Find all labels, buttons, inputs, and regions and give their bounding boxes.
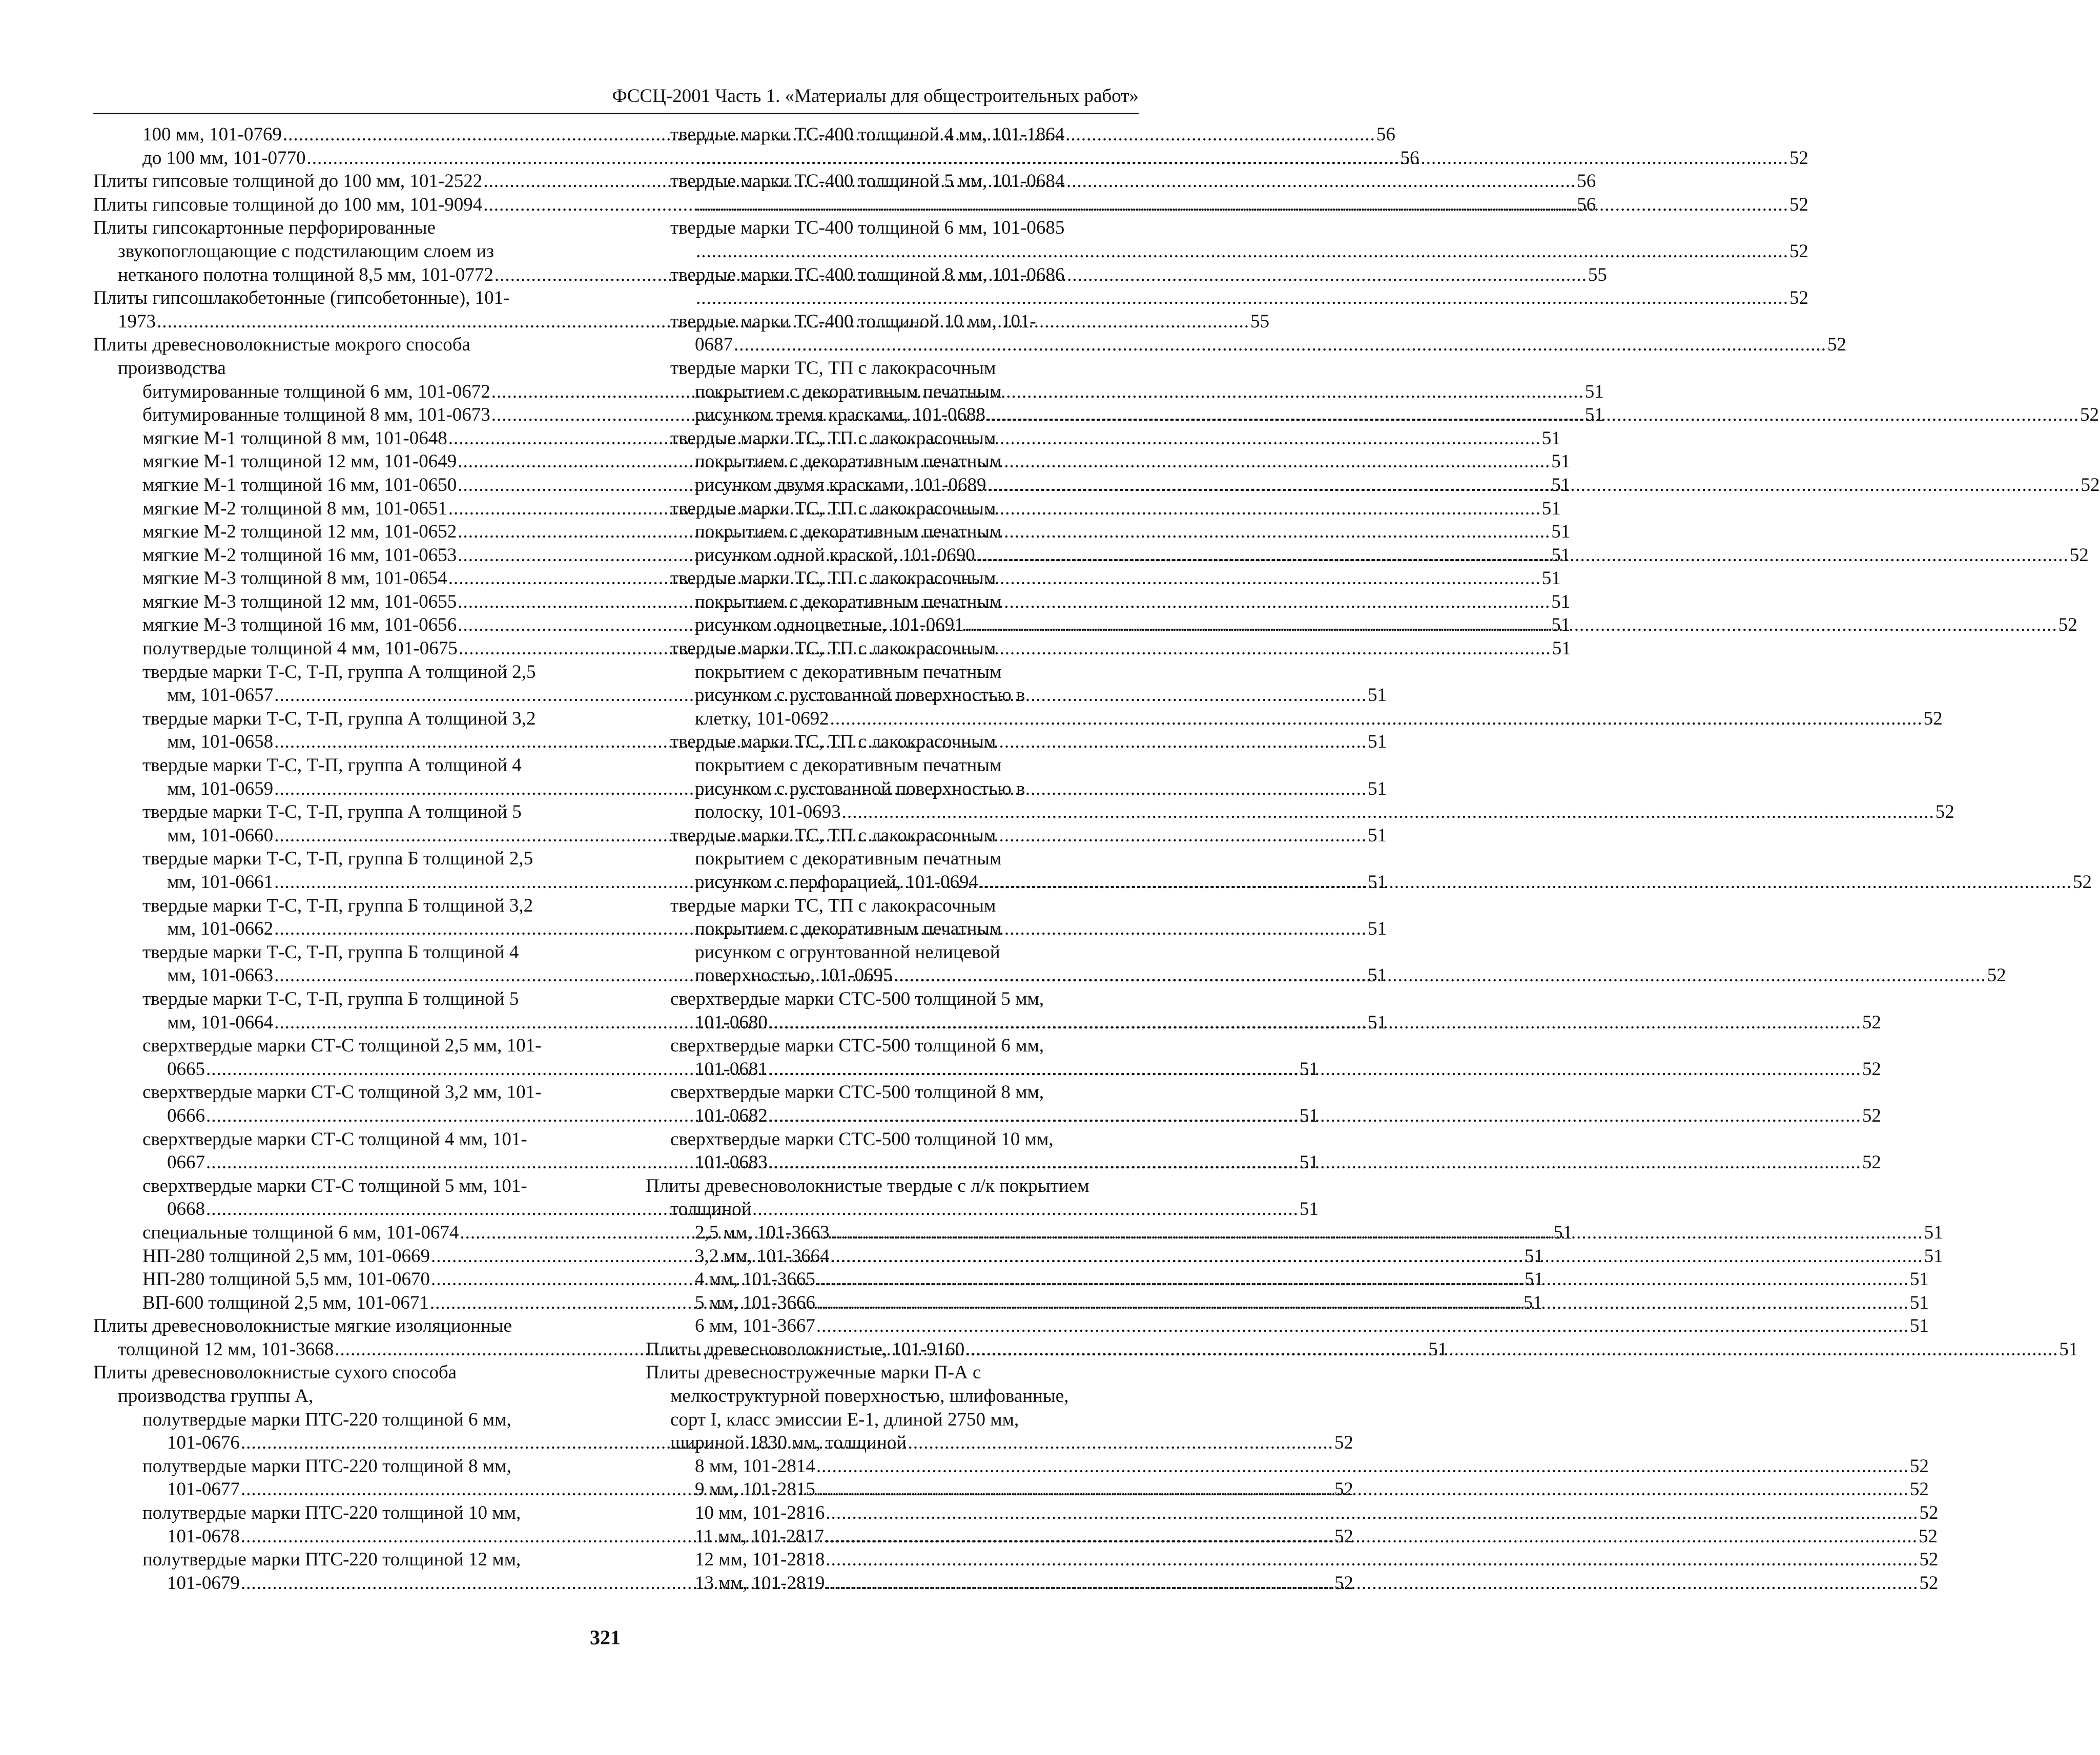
- entry-page-ref: 51: [1541, 568, 1561, 589]
- dot-leader: [816, 1455, 1909, 1478]
- index-entry: [93, 357, 578, 380]
- entry-text: 101-0679: [167, 1572, 240, 1594]
- entry-text: 5 мм, 101-3666: [695, 1292, 815, 1313]
- entry-text: 0687: [695, 334, 733, 356]
- entry-text: твердые марки ТС, ТП с лакокрасочным: [670, 638, 996, 659]
- index-entry: [646, 497, 1133, 521]
- running-header: [93, 82, 1139, 114]
- entry-text: НП-280 толщиной 5,5 мм, 101-0670: [142, 1269, 430, 1290]
- index-entry: [646, 1174, 1133, 1198]
- index-entry: [93, 1128, 578, 1151]
- entry-text: рисунком с рустованной поверхностью в: [695, 778, 1025, 799]
- entry-text: покрытием с декоративным печатным: [695, 918, 1002, 940]
- entry-text: мягкие М-1 толщиной 8 мм, 101-0648: [142, 427, 447, 449]
- entry-text: мягкие М-2 толщиной 12 мм, 101-0652: [142, 521, 457, 543]
- entry-page-ref: 51: [1300, 1058, 1319, 1080]
- entry-text: твердые марки Т-С, Т-П, группа А толщиной 3,2: [142, 708, 536, 729]
- entry-text: сверхтвердые марки СТС-500 толщиной 8 мм,: [670, 1082, 1044, 1103]
- index-entry: [93, 1408, 578, 1432]
- index-entry: [646, 754, 1133, 777]
- index-entry: [646, 310, 1133, 334]
- entry-text: нетканого полотна толщиной 8,5 мм, 101-0772: [118, 264, 493, 285]
- entry-page-ref: 51: [1300, 1152, 1319, 1173]
- entry-page-ref: 52: [2073, 872, 2092, 893]
- entry-text: покрытием с декоративным печатным: [695, 661, 1002, 683]
- entry-page-ref: 51: [1909, 1292, 1929, 1313]
- entry-page-ref: 51: [1551, 614, 1571, 636]
- index-entry: [646, 1525, 1938, 1548]
- entry-text: твердые марки ТС, ТП с лакокрасочным: [670, 895, 996, 916]
- entry-text: твердые марки ТС, ТП с лакокрасочным: [670, 498, 996, 519]
- entry-text: специальные толщиной 6 мм, 101-0674: [142, 1222, 459, 1243]
- entry-page-ref: 51: [1551, 521, 1571, 543]
- dot-leader: [830, 707, 1923, 731]
- entry-page-ref: 51: [1300, 1105, 1319, 1126]
- entry-text: твердые марки ТС, ТП с лакокрасочным: [670, 357, 996, 379]
- entry-page-ref: 52: [2080, 404, 2099, 426]
- entry-text: сорт I, класс эмиссии Е-1, длиной 2750 мм,: [670, 1409, 1019, 1430]
- entry-text: 2,5 мм, 101-3663: [695, 1222, 830, 1243]
- entry-text: твердые марки Т-С, Т-П, группа Б толщиной 5: [142, 988, 519, 1009]
- index-entry: [646, 637, 1133, 660]
- entry-text: твердые марки Т-С, Т-П, группа А толщиной 2,5: [142, 661, 536, 683]
- entry-page-ref: 52: [1862, 1011, 1881, 1033]
- entry-text: толщиной 12 мм, 101-3668: [118, 1338, 334, 1360]
- entry-text: рисунком одной краской, 101-0690: [695, 544, 975, 566]
- entry-page-ref: 52: [2058, 614, 2077, 636]
- index-entry: [646, 450, 1133, 473]
- entry-text: мм, 101-0664: [167, 1011, 274, 1033]
- entry-text: твердые марки ТС-400 толщиной 4 мм, 101-1864: [670, 124, 1065, 145]
- entry-text: 0668: [167, 1199, 205, 1220]
- entry-text: твердые марки ТС-400 толщиной 5 мм, 101-0684: [670, 171, 1065, 192]
- entry-text: битумированные толщиной 6 мм, 101-0672: [142, 381, 490, 402]
- dot-leader: [976, 544, 2069, 567]
- entry-text: твердые марки Т-С, Т-П, группа А толщиной 5: [142, 801, 522, 823]
- index-entry: [646, 1128, 1133, 1151]
- index-entry: [93, 941, 578, 964]
- entry-text: твердые марки ТС-400 толщиной 10 мм, 101-: [670, 311, 1036, 332]
- entry-page-ref: 51: [1924, 1222, 1943, 1243]
- index-entry: [93, 1034, 578, 1058]
- entry-text: покрытием с декоративным печатным: [695, 521, 1002, 543]
- index-entry: [646, 286, 1808, 310]
- entry-text: сверхтвердые марки СТС-500 толщиной 6 мм,: [670, 1035, 1044, 1057]
- entry-text: сверхтвердые марки СТС-500 толщиной 5 мм,: [670, 988, 1044, 1009]
- entry-text: 1973: [118, 311, 156, 332]
- entry-text: Плиты гипсокартонные перфорированные: [93, 217, 436, 239]
- dot-leader: [826, 1548, 1918, 1572]
- index-entry: [93, 987, 578, 1011]
- entry-text: 101-0682: [695, 1105, 768, 1126]
- index-entry: [93, 286, 578, 310]
- entry-text: до 100 мм, 101-0770: [142, 147, 306, 169]
- entry-text: Плиты древесноволокнистые твердые с л/к покрытием: [646, 1175, 1089, 1196]
- entry-text: 0667: [167, 1152, 205, 1173]
- entry-text: Плиты древесностружечные марки П-А с: [646, 1362, 981, 1384]
- entry-text: мягкие М-1 толщиной 16 мм, 101-0650: [142, 474, 457, 495]
- entry-page-ref: 55: [1250, 311, 1269, 332]
- dot-leader: [842, 800, 1934, 824]
- index-entry: [646, 333, 1846, 357]
- index-entry: [646, 941, 1133, 964]
- index-entry: [646, 847, 1133, 871]
- index-entry: [646, 1572, 1939, 1595]
- entry-text: твердые марки ТС-400 толщиной 8 мм, 101-0686: [670, 264, 1065, 285]
- entry-page-ref: 56: [1376, 124, 1395, 145]
- index-entry: [93, 754, 578, 777]
- entry-text: Плиты древесноволокнистые сухого способа: [93, 1362, 457, 1384]
- index-entry: [93, 240, 578, 263]
- index-entry: [646, 1034, 1133, 1058]
- entry-page-ref: 51: [1584, 381, 1604, 402]
- entry-text: мм, 101-0662: [167, 918, 274, 940]
- entry-text: полутвердые марки ПТС-220 толщиной 8 мм,: [142, 1455, 511, 1477]
- index-entry: [646, 1431, 1133, 1455]
- entry-text: 11 мм, 101-2817: [695, 1525, 825, 1547]
- entry-text: 0666: [167, 1105, 205, 1126]
- entry-text: звукопоглощающие с подстилающим слоем из: [118, 240, 494, 262]
- dot-leader: [816, 1291, 1909, 1315]
- entry-text: мягкие М-2 толщиной 16 мм, 101-0653: [142, 544, 457, 566]
- entry-page-ref: 51: [1541, 427, 1561, 449]
- entry-page-ref: 52: [1789, 147, 1808, 169]
- index-entry: [646, 1385, 1133, 1408]
- index-entry: [93, 847, 578, 871]
- entry-text: покрытием с декоративным печатным: [695, 848, 1002, 870]
- index-entry: [646, 894, 1133, 918]
- dot-leader: [816, 1478, 1909, 1501]
- entry-text: мелкоструктурной поверхностью, шлифованные,: [670, 1386, 1069, 1407]
- entry-page-ref: 51: [1551, 474, 1571, 495]
- dot-leader: [734, 333, 1826, 357]
- entry-text: НП-280 толщиной 2,5 мм, 101-0669: [142, 1245, 430, 1267]
- dot-leader: [825, 1525, 1918, 1548]
- entry-page-ref: 51: [1368, 778, 1387, 799]
- dot-leader: [965, 613, 2057, 637]
- index-entry: [646, 987, 1133, 1011]
- entry-page-ref: 51: [1584, 404, 1604, 426]
- entry-text: мм, 101-0660: [167, 824, 274, 846]
- entry-page-ref: 56: [1577, 171, 1596, 192]
- entry-text: поверхностью, 101-0695: [695, 965, 893, 986]
- entry-page-ref: 52: [2081, 474, 2100, 495]
- index-entry: [646, 1314, 1929, 1338]
- entry-page-ref: 52: [1862, 1058, 1881, 1080]
- entry-text: производства: [118, 357, 226, 379]
- entry-page-ref: 51: [1368, 965, 1387, 986]
- index-entry: [93, 660, 578, 684]
- dot-leader: [986, 403, 2079, 427]
- entry-page-ref: 51: [1551, 451, 1571, 472]
- entry-page-ref: 51: [1551, 591, 1571, 612]
- entry-text: мм, 101-0659: [167, 778, 274, 799]
- entry-text: покрытием с декоративным печатным: [695, 381, 1002, 402]
- entry-text: 10 мм, 101-2816: [695, 1502, 825, 1524]
- entry-text: мягкие М-3 толщиной 8 мм, 101-0654: [142, 568, 447, 589]
- entry-page-ref: 51: [2059, 1338, 2078, 1360]
- entry-page-ref: 51: [1551, 544, 1571, 566]
- entry-text: твердые марки ТС, ТП с лакокрасочным: [670, 824, 996, 846]
- index-entry: [646, 917, 1133, 941]
- index-entry: [646, 730, 1133, 754]
- entry-text: сверхтвердые марки СТ-С толщиной 5 мм, 101-: [142, 1175, 527, 1196]
- entry-text: рисунком с перфорацией, 101-0694: [695, 872, 979, 893]
- index-entry: [646, 240, 1808, 263]
- entry-text: толщиной: [670, 1199, 752, 1220]
- entry-text: Плиты древесноволокнистые, 101-9160: [646, 1338, 965, 1360]
- dot-leader: [696, 193, 1788, 217]
- entry-text: мягкие М-3 толщиной 12 мм, 101-0655: [142, 591, 457, 612]
- entry-page-ref: 51: [1523, 1292, 1542, 1313]
- entry-text: битумированные толщиной 8 мм, 101-0673: [142, 404, 490, 426]
- index-entry: [646, 1338, 2078, 1361]
- page-number: 321: [590, 1626, 621, 1649]
- index-entry: [93, 1385, 578, 1408]
- dot-leader: [816, 1314, 1909, 1338]
- index-entry: [646, 800, 1954, 824]
- entry-page-ref: 52: [1919, 1502, 1939, 1524]
- entry-page-ref: 51: [1368, 872, 1387, 893]
- dot-leader: [826, 1572, 1918, 1595]
- entry-text: твердые марки Т-С, Т-П, группа А толщиной 4: [142, 755, 522, 776]
- index-entry: [93, 707, 578, 731]
- entry-text: твердые марки ТС-400 толщиной 6 мм, 101-0685: [670, 217, 1065, 239]
- entry-page-ref: 52: [1987, 965, 2006, 986]
- entry-page-ref: 52: [1789, 287, 1808, 309]
- entry-page-ref: 52: [1862, 1105, 1881, 1126]
- index-entry: [93, 333, 578, 357]
- dot-leader: [769, 1058, 1861, 1081]
- running-title: ФССЦ-2001 Часть 1. «Материалы для общестроительных работ»: [612, 86, 1139, 107]
- index-entry: [646, 590, 1133, 614]
- entry-page-ref: 52: [1334, 1479, 1353, 1500]
- entry-page-ref: 52: [1334, 1572, 1353, 1594]
- entry-page-ref: 55: [1588, 264, 1607, 285]
- entry-page-ref: 52: [2069, 544, 2089, 566]
- entry-text: сверхтвердые марки СТС-500 толщиной 10 мм,: [670, 1128, 1054, 1150]
- index-entry: [93, 1174, 578, 1198]
- entry-text: мм, 101-0657: [167, 685, 274, 706]
- index-entry: [646, 123, 1133, 147]
- index-entry: [646, 1408, 1133, 1432]
- dot-leader: [696, 240, 1788, 263]
- index-entry: [93, 1081, 578, 1104]
- entry-text: полутвердые марки ПТС-220 толщиной 12 мм,: [142, 1549, 521, 1571]
- entry-text: полутвердые толщиной 4 мм, 101-0675: [142, 638, 458, 659]
- entry-text: полутвердые марки ПТС-220 толщиной 10 мм,: [142, 1502, 521, 1524]
- entry-page-ref: 52: [1334, 1432, 1353, 1454]
- index-entry: [93, 800, 578, 824]
- entry-page-ref: 51: [1909, 1315, 1929, 1337]
- index-entry: [646, 427, 1133, 450]
- index-entry: [646, 1478, 1929, 1501]
- entry-text: производства группы А,: [118, 1386, 314, 1407]
- entry-text: твердые марки ТС, ТП с лакокрасочным: [670, 731, 996, 753]
- entry-text: твердые марки ТС, ТП с лакокрасочным: [670, 427, 996, 449]
- index-entry: [93, 1548, 578, 1572]
- entry-text: 101-0678: [167, 1525, 240, 1547]
- entry-page-ref: 51: [1368, 685, 1387, 706]
- entry-page-ref: 52: [1919, 1572, 1939, 1594]
- entry-page-ref: 52: [1919, 1525, 1938, 1547]
- entry-text: мм, 101-0658: [167, 731, 274, 753]
- entry-text: 101-0677: [167, 1479, 240, 1500]
- entry-page-ref: 51: [1524, 1269, 1543, 1290]
- dot-leader: [696, 286, 1788, 310]
- dot-leader: [979, 871, 2072, 894]
- entry-page-ref: 51: [1541, 498, 1561, 519]
- entry-page-ref: 51: [1428, 1338, 1448, 1360]
- entry-page-ref: 51: [1524, 1245, 1543, 1267]
- entry-text: твердые марки Т-С, Т-П, группа Б толщиной 4: [142, 941, 519, 963]
- entry-text: 101-0683: [695, 1152, 768, 1173]
- entry-page-ref: 52: [1789, 240, 1808, 262]
- entry-text: клетку, 101-0692: [695, 708, 829, 729]
- dot-leader: [987, 473, 2080, 497]
- entry-page-ref: 51: [1368, 824, 1387, 846]
- entry-text: шириной 1830 мм, толщиной: [670, 1432, 907, 1454]
- entry-page-ref: 52: [1334, 1525, 1353, 1547]
- entry-text: 101-0676: [167, 1432, 240, 1454]
- entry-text: полутвердые марки ПТС-220 толщиной 6 мм,: [142, 1409, 511, 1430]
- index-entry: [646, 707, 1943, 731]
- index-entry: [93, 1455, 578, 1478]
- dot-leader: [769, 1011, 1861, 1035]
- index-entry: [646, 660, 1133, 684]
- index-entry: [646, 1268, 1929, 1291]
- dot-leader: [826, 1501, 1918, 1525]
- index-entry: [646, 1548, 1939, 1572]
- index-entry: [646, 1245, 1943, 1268]
- index-entry: [93, 1314, 578, 1338]
- entry-page-ref: 52: [1935, 801, 1954, 823]
- index-entry: [646, 216, 1133, 240]
- entry-text: 3,2 мм, 101-3664: [695, 1245, 830, 1267]
- entry-page-ref: 51: [1300, 1199, 1319, 1220]
- index-entry: [646, 1455, 1929, 1478]
- index-entry: [646, 1081, 1133, 1104]
- entry-text: мягкие М-2 толщиной 8 мм, 101-0651: [142, 498, 447, 519]
- entry-text: Плиты древесноволокнистые мягкие изоляционные: [93, 1315, 512, 1337]
- entry-page-ref: 51: [1368, 918, 1387, 940]
- index-entry: [646, 777, 1133, 801]
- entry-text: покрытием с декоративным печатным: [695, 591, 1002, 612]
- entry-text: твердые марки ТС, ТП с лакокрасочным: [670, 568, 996, 589]
- dot-leader: [696, 147, 1788, 170]
- dot-leader: [965, 1338, 2058, 1361]
- entry-text: мм, 101-0661: [167, 872, 274, 893]
- index-entry: [646, 357, 1133, 380]
- entry-text: Плиты гипсовые толщиной до 100 мм, 101-9094: [93, 194, 483, 215]
- entry-text: Плиты древесноволокнистые мокрого способа: [93, 334, 470, 356]
- entry-text: рисунком с рустованной поверхностью в: [695, 685, 1025, 706]
- entry-text: 0665: [167, 1058, 205, 1080]
- index-entry: [646, 567, 1133, 590]
- dot-leader: [769, 1104, 1861, 1128]
- index-entry: [93, 193, 1596, 217]
- entry-page-ref: 51: [1909, 1269, 1929, 1290]
- entry-page-ref: 51: [1368, 1011, 1387, 1033]
- entry-page-ref: 56: [1400, 147, 1419, 169]
- entry-text: рисунком с огрунтованной нелицевой: [695, 941, 1000, 963]
- entry-text: 8 мм, 101-2814: [695, 1455, 815, 1477]
- entry-page-ref: 52: [1919, 1549, 1939, 1571]
- entry-text: покрытием с декоративным печатным: [695, 451, 1002, 472]
- entry-text: 4 мм, 101-3665: [695, 1269, 815, 1290]
- index-entry: [93, 147, 1419, 170]
- dot-leader: [816, 1268, 1909, 1291]
- entry-text: мм, 101-0663: [167, 965, 274, 986]
- index-entry: [646, 380, 1133, 404]
- entry-page-ref: 52: [1923, 708, 1943, 729]
- entry-page-ref: 51: [1552, 638, 1571, 659]
- entry-text: 13 мм, 101-2819: [695, 1572, 825, 1594]
- entry-text: 9 мм, 101-2815: [695, 1479, 815, 1500]
- dot-leader: [831, 1245, 1923, 1268]
- entry-text: 100 мм, 101-0769: [142, 124, 282, 145]
- dot-leader: [831, 1221, 1923, 1245]
- entry-page-ref: 56: [1577, 194, 1596, 215]
- dot-leader: [894, 964, 1986, 987]
- entry-text: 101-0681: [695, 1058, 768, 1080]
- entry-text: мягкие М-3 толщиной 16 мм, 101-0656: [142, 614, 457, 636]
- entry-page-ref: 52: [1827, 334, 1846, 356]
- entry-text: сверхтвердые марки СТ-С толщиной 4 мм, 101-: [142, 1128, 527, 1150]
- index-entry: [646, 684, 1133, 707]
- index-entry: [646, 1221, 1943, 1245]
- entry-page-ref: 51: [1368, 731, 1387, 753]
- index-entry: [93, 894, 578, 918]
- entry-text: полоску, 101-0693: [695, 801, 841, 823]
- index-entry: [646, 263, 1133, 287]
- entry-text: Плиты гипсошлакобетонные (гипсобетонные), 101-: [93, 287, 510, 309]
- entry-page-ref: 52: [1862, 1152, 1881, 1173]
- index-entry: [646, 1197, 1133, 1221]
- entry-text: ВП-600 толщиной 2,5 мм, 101-0671: [142, 1292, 429, 1313]
- entry-page-ref: 52: [1909, 1455, 1929, 1477]
- entry-text: рисунком тремя красками, 101-0688: [695, 404, 986, 426]
- entry-text: 12 мм, 101-2818: [695, 1549, 825, 1571]
- index-entry: [93, 216, 578, 240]
- entry-text: рисунком двумя красками, 101-0689: [695, 474, 986, 495]
- entry-text: 6 мм, 101-3667: [695, 1315, 815, 1337]
- entry-text: сверхтвердые марки СТ-С толщиной 3,2 мм, 101-: [142, 1082, 542, 1103]
- index-entry: [646, 520, 1133, 544]
- entry-text: покрытием с декоративным печатным: [695, 755, 1002, 776]
- entry-text: 101-0680: [695, 1011, 768, 1033]
- entry-page-ref: 51: [1553, 1222, 1573, 1243]
- index-entry: [646, 170, 1133, 193]
- index-entry: [93, 1361, 578, 1385]
- index-entry: [646, 1501, 1939, 1525]
- entry-text: сверхтвердые марки СТ-С толщиной 2,5 мм, 101-: [142, 1035, 542, 1057]
- entry-text: твердые марки Т-С, Т-П, группа Б толщиной 2,5: [142, 848, 533, 870]
- dot-leader: [769, 1151, 1861, 1174]
- index-entry: [93, 1501, 578, 1525]
- entry-text: рисунком одноцветные, 101-0691: [695, 614, 964, 636]
- index-entry: [646, 1291, 1929, 1315]
- entry-text: твердые марки Т-С, Т-П, группа Б толщиной 3,2: [142, 895, 533, 916]
- entry-text: Плиты гипсовые толщиной до 100 мм, 101-2522: [93, 171, 483, 192]
- entry-text: мягкие М-1 толщиной 12 мм, 101-0649: [142, 451, 457, 472]
- entry-page-ref: 51: [1924, 1245, 1943, 1267]
- index-entry: [646, 1361, 1133, 1385]
- entry-page-ref: 52: [1789, 194, 1808, 215]
- entry-page-ref: 52: [1909, 1479, 1929, 1500]
- index-entry: [646, 824, 1133, 848]
